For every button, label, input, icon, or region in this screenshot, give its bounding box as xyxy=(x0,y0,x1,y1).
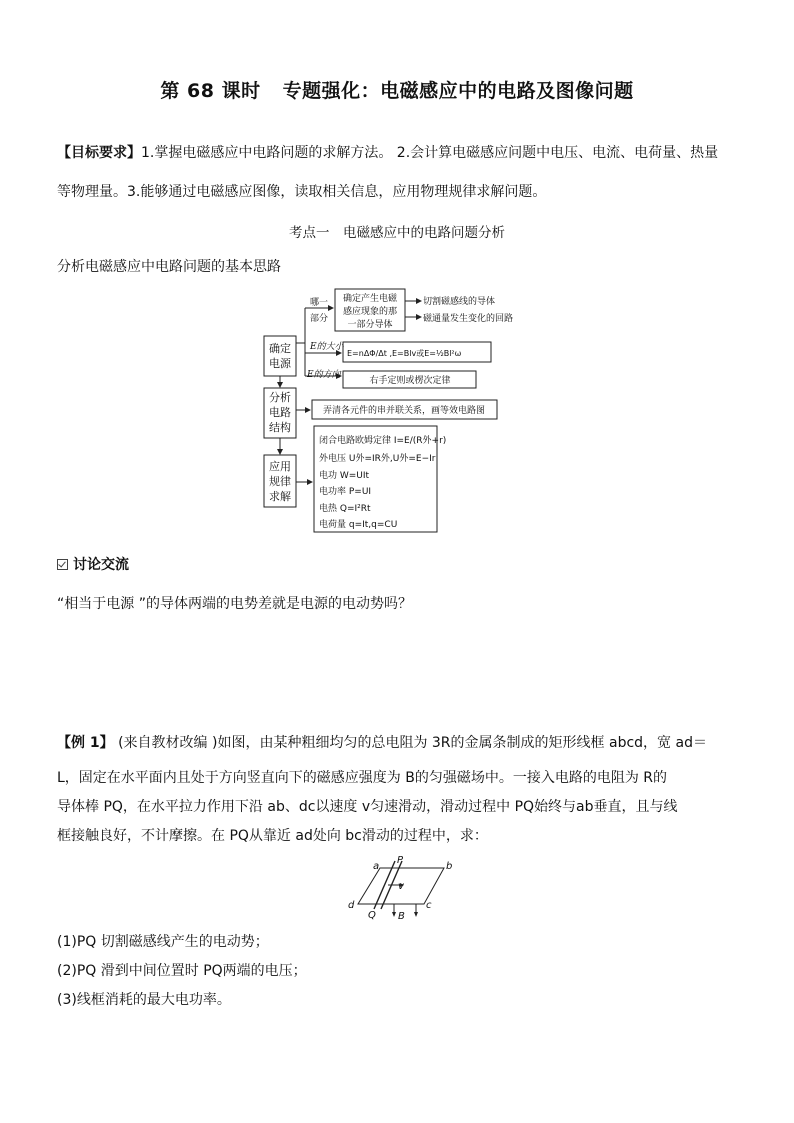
law-4: 电功率 P=UI xyxy=(319,487,372,497)
question-3: (3)线框消耗的最大电功率。 xyxy=(57,992,231,1008)
example1-line-4: 框接触良好，不计摩擦。在 PQ从靠近 ad处向 bc滑动的过程中，求： xyxy=(57,828,488,844)
label-P: P xyxy=(397,855,404,866)
magnitude-formula: E=nΔΦ/Δt ,E=Blv或E=½Bl²ω xyxy=(347,349,462,358)
law-5: 电热 Q=I²Rt xyxy=(319,504,371,514)
example1-label: 【例 1】 xyxy=(57,735,114,751)
lesson-number: 第 68 课时 xyxy=(160,80,261,102)
step1-line1: 确定 xyxy=(269,342,291,355)
section-heading: 考点一 电磁感应中的电路问题分析 xyxy=(289,225,505,241)
discussion-heading: 讨论交流 xyxy=(57,555,129,575)
question-2: (2)PQ 滑到中间位置时 PQ两端的电压； xyxy=(57,963,307,979)
goals-line-1: 【目标要求】1.掌握电磁感应中电路问题的求解方法。 2.会计算电磁感应问题中电压、电流、电荷量、热量 xyxy=(57,145,719,161)
example1-line-2: L，固定在水平面内且处于方向竖直向下的磁感应强度为 B的匀强磁场中。一接入电路的电阻为 R的 xyxy=(57,770,668,786)
law-2: 外电压 U外=IR外,U外=E−Ir xyxy=(319,454,436,464)
which-part-2: 部分 xyxy=(309,314,329,324)
magnitude-label: E的大小 xyxy=(310,342,344,352)
analysis-flowchart xyxy=(255,283,545,535)
source-line1: 确定产生电磁 xyxy=(342,294,398,304)
source-out-2: 磁通量发生变化的回路 xyxy=(423,314,514,324)
label-a: a xyxy=(373,861,380,872)
step2-line3: 结构 xyxy=(269,421,291,434)
step2-line1: 分析 xyxy=(269,391,291,404)
label-v: v xyxy=(398,881,404,892)
section-subheading: 分析电磁感应中电路问题的基本思路 xyxy=(57,259,281,275)
direction-rule: 右手定则或楞次定律 xyxy=(369,376,451,386)
step1-line2: 电源 xyxy=(269,357,291,370)
checkbox-icon xyxy=(57,559,68,570)
example1-line-1: 【例 1】 (来自教材改编 )如图，由某种粗细均匀的总电阻为 3R的金属条制成的矩形线框 abcd，宽 ad＝ xyxy=(57,735,707,751)
source-out-1: 切割磁感线的导体 xyxy=(423,297,496,307)
page-title xyxy=(0,76,794,103)
step3-line3: 求解 xyxy=(269,490,291,503)
source-line2: 感应现象的那 xyxy=(342,307,398,317)
law-3: 电功 W=UIt xyxy=(319,471,370,481)
lesson-title: 专题强化：电磁感应中的电路及图像问题 xyxy=(282,80,634,102)
example1-line-3: 导体棒 PQ，在水平拉力作用下沿 ab、dc以速度 v匀速滑动，滑动过程中 PQ始终与ab垂直，且与线 xyxy=(57,799,678,815)
rail-figure xyxy=(340,854,460,924)
step3-line1: 应用 xyxy=(269,460,291,473)
discussion-question: “相当于电源 ”的导体两端的电势差就是电源的电动势吗？ xyxy=(57,596,412,612)
law-6: 电荷量 q=It,q=CU xyxy=(319,520,398,530)
which-part-1: 哪一 xyxy=(309,298,329,308)
label-B: B xyxy=(398,911,405,922)
goals-label: 【目标要求】 xyxy=(57,145,141,161)
source-line3: 一部分导体 xyxy=(347,320,393,330)
question-1: (1)PQ 切割磁感线产生的电动势； xyxy=(57,934,269,950)
step3-line2: 规律 xyxy=(269,475,291,488)
law-1: 闭合电路欧姆定律 I=E/(R外+r) xyxy=(319,436,447,446)
circuit-text: 弄清各元件的串并联关系，画等效电路图 xyxy=(322,406,486,416)
goals-line-2: 等物理量。3.能够通过电磁感应图像，读取相关信息，应用物理规律求解问题。 xyxy=(57,184,547,200)
label-c: c xyxy=(426,900,432,911)
label-b: b xyxy=(446,861,453,872)
label-d: d xyxy=(348,900,355,911)
step2-line2: 电路 xyxy=(269,406,291,419)
direction-label: E的方向 xyxy=(307,370,341,380)
label-Q: Q xyxy=(368,910,376,921)
